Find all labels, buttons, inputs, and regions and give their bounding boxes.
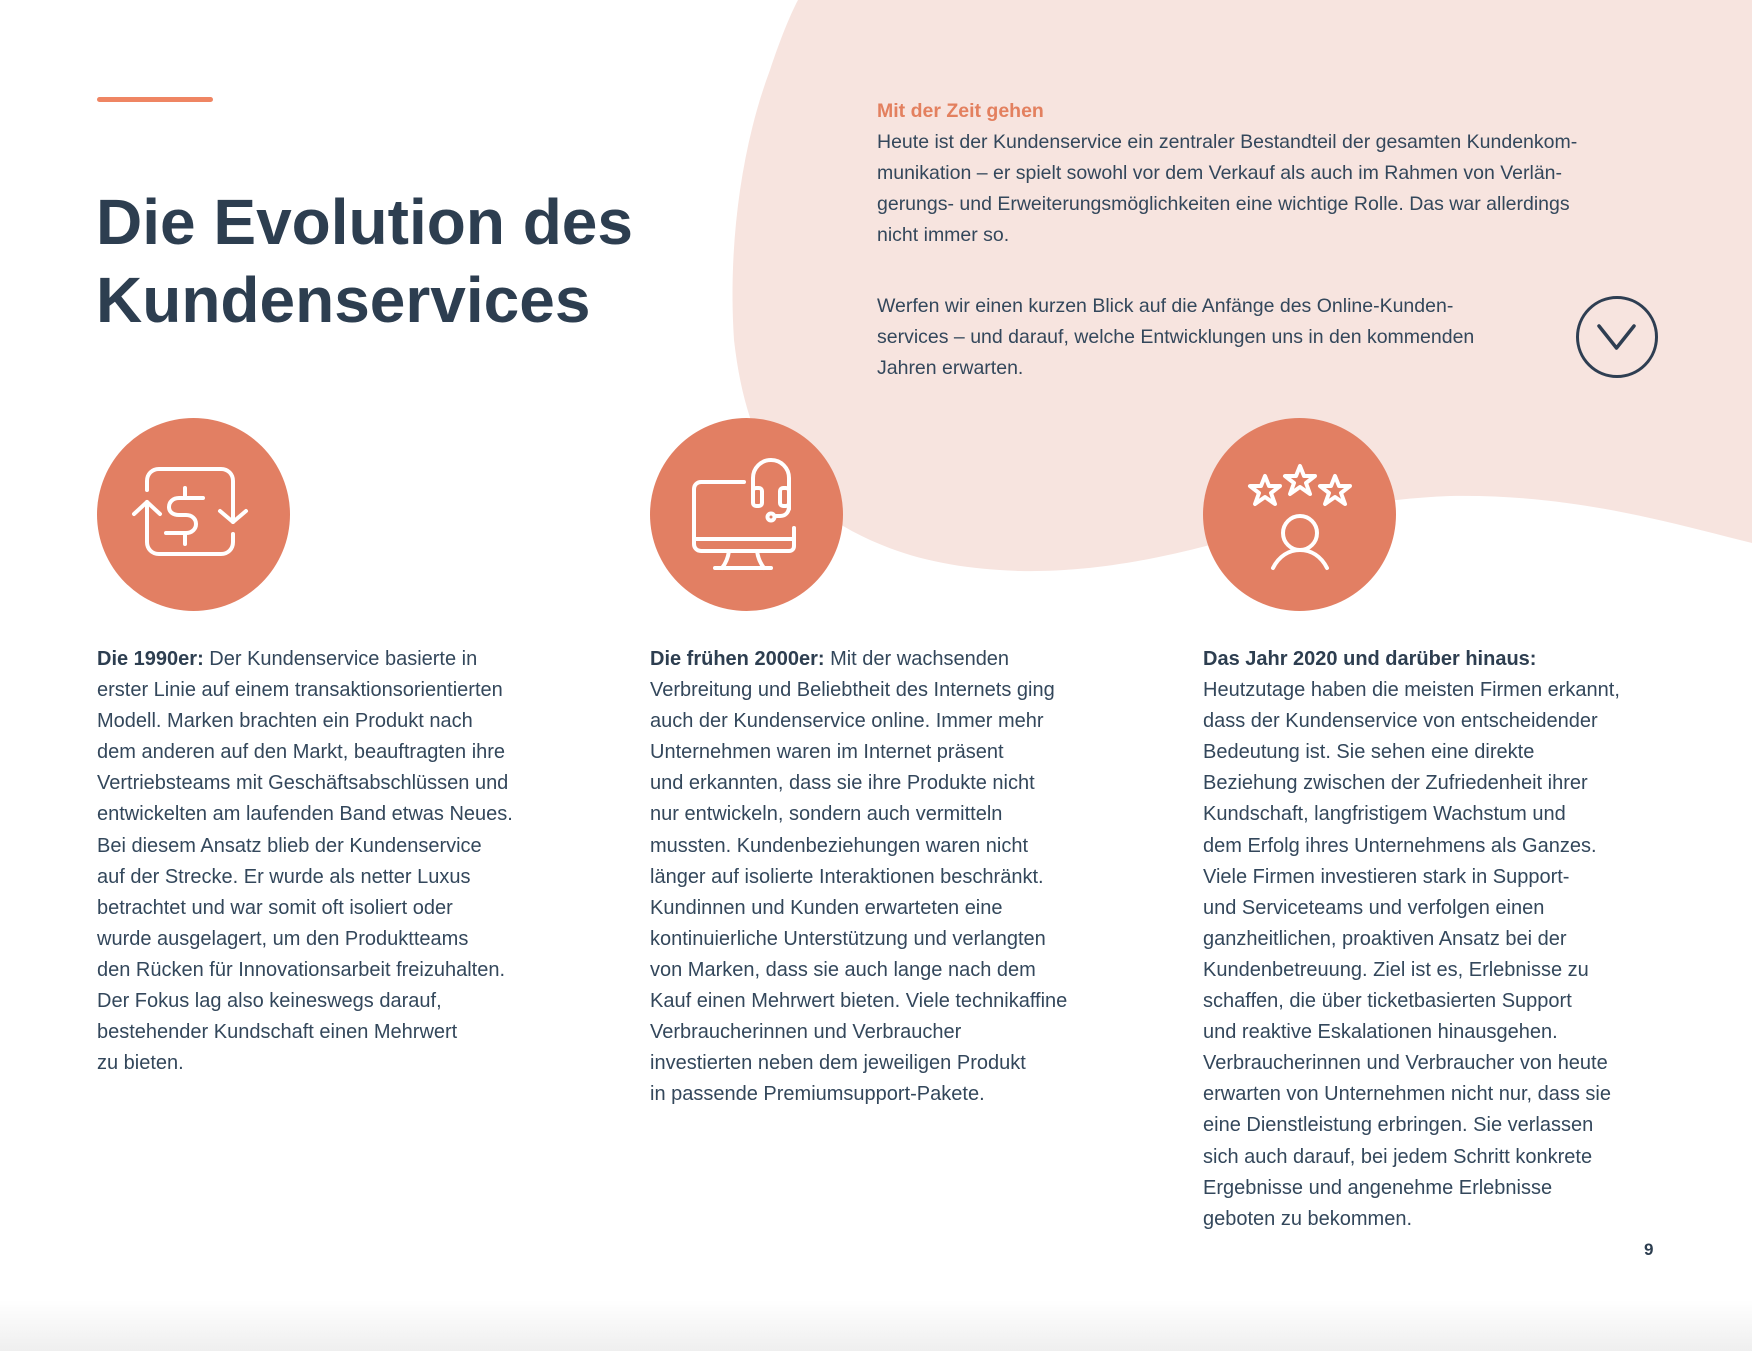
intro-p2-line: Jahren erwarten.: [877, 357, 1024, 379]
column-line: dass der Kundenservice von entscheidender: [1203, 710, 1598, 733]
column-text: Mit der wachsenden: [824, 648, 1010, 670]
column-line: Viele Firmen investieren stark in Support-: [1203, 865, 1570, 888]
column-line: Ergebnisse und angenehme Erlebnisse: [1203, 1176, 1553, 1199]
intro-p1-line: munikation – er spielt sowohl vor dem Verkauf als auch im Rahmen von Verlän-: [877, 162, 1563, 184]
column-first-line: [97, 644, 567, 675]
column-line: bestehender Kundschaft einen Mehrwert: [97, 1021, 458, 1044]
column-line: Kundenbetreuung. Ziel ist es, Erlebnisse zu: [1203, 958, 1589, 981]
column-line: länger auf isolierte Interaktionen beschränkt.: [650, 865, 1044, 888]
column-line: in passende Premiumsupport-Pakete.: [650, 1083, 985, 1106]
column-label: Das Jahr 2020 und darüber hinaus:: [1203, 648, 1537, 670]
column-line: auf der Strecke. Er wurde als netter Luxus: [97, 865, 471, 888]
column-line: mussten. Kundenbeziehungen waren nicht: [650, 834, 1029, 857]
column-line: Bedeutung ist. Sie sehen eine direkte: [1203, 741, 1535, 764]
icon-circle-2000s: [650, 418, 843, 611]
column-line: erwarten von Unternehmen nicht nur, dass sie: [1203, 1083, 1611, 1106]
column-first-line: [650, 644, 1120, 675]
column-line: kontinuierliche Unterstützung und verlangten: [650, 927, 1046, 950]
column-line: eine Dienstleistung erbringen. Sie verlassen: [1203, 1114, 1594, 1137]
page-title: [96, 183, 633, 339]
intro-p2-line: services – und darauf, welche Entwicklungen uns in den kommenden: [877, 326, 1475, 348]
column-line: dem Erfolg ihres Unternehmens als Ganzes.: [1203, 834, 1597, 857]
column-line: von Marken, dass sie auch lange nach dem: [650, 958, 1036, 981]
column-line: Bei diesem Ansatz blieb der Kundenservice: [97, 834, 482, 857]
column-line: wurde ausgelagert, um den Produktteams: [97, 927, 469, 950]
column-line: entwickelten am laufenden Band etwas Neues.: [97, 803, 513, 826]
column-line: Unternehmen waren im Internet präsent: [650, 741, 1004, 764]
page-title-line-2: Kundenservices: [96, 264, 591, 336]
column-line: auch der Kundenservice online. Immer mehr: [650, 710, 1044, 733]
column-line: Modell. Marken brachten ein Produkt nach: [97, 710, 473, 733]
column-1990s: [97, 644, 567, 1079]
column-2020: [1203, 644, 1673, 1235]
column-line: erster Linie auf einem transaktionsorientierten: [97, 679, 503, 702]
column-label: Die 1990er:: [97, 648, 204, 670]
page-bottom-shadow: [0, 1300, 1752, 1351]
column-line: Vertriebsteams mit Geschäftsabschlüssen und: [97, 772, 509, 795]
column-2000s: [650, 644, 1120, 1110]
column-line: und Serviceteams und verfolgen einen: [1203, 896, 1545, 919]
column-line: zu bieten.: [97, 1052, 184, 1075]
chevron-down-icon: [1579, 299, 1654, 374]
column-line: dem anderen auf den Markt, beauftragten ihre: [97, 741, 506, 764]
column-text: Der Kundenservice basierte in: [203, 648, 478, 670]
intro-paragraph-1: [877, 127, 1657, 251]
page-number: 9: [1644, 1240, 1654, 1259]
column-line: investierten neben dem jeweiligen Produkt: [650, 1052, 1026, 1075]
column-line: Beziehung zwischen der Zufriedenheit ihrer: [1203, 772, 1588, 795]
intro-paragraph-2: [877, 291, 1657, 384]
column-line: schaffen, die über ticketbasierten Support: [1203, 990, 1572, 1013]
intro-section: [877, 96, 1657, 384]
column-line: Kundinnen und Kunden erwarteten eine: [650, 896, 1003, 919]
icon-circle-2020: [1203, 418, 1396, 611]
money-exchange-icon: [97, 418, 290, 611]
column-line: Verbreitung und Beliebtheit des Internets ging: [650, 679, 1055, 702]
column-line: Heutzutage haben die meisten Firmen erkannt,: [1203, 679, 1620, 702]
icon-circle-1990s: [97, 418, 290, 611]
column-line: Kundschaft, langfristigem Wachstum und: [1203, 803, 1566, 826]
accent-bar: [97, 97, 213, 102]
column-line: Verbraucherinnen und Verbraucher von heute: [1203, 1052, 1608, 1075]
column-line: betrachtet und war somit oft isoliert oder: [97, 896, 453, 919]
customer-rating-stars-icon: [1203, 418, 1396, 611]
intro-title: Mit der Zeit gehen: [877, 100, 1044, 122]
scroll-down-button[interactable]: [1576, 296, 1658, 378]
column-line: und erkannten, dass sie ihre Produkte nicht: [650, 772, 1035, 795]
column-line: Kauf einen Mehrwert bieten. Viele technikaffine: [650, 990, 1068, 1013]
column-line: ganzheitlichen, proaktiven Ansatz bei der: [1203, 927, 1567, 950]
column-line: Verbraucherinnen und Verbraucher: [650, 1021, 962, 1044]
intro-p1-line: gerungs- und Erweiterungsmöglichkeiten eine wichtige Rolle. Das war allerdings: [877, 193, 1570, 215]
monitor-headset-icon: [650, 418, 843, 611]
intro-p1-line: Heute ist der Kundenservice ein zentraler Bestandteil der gesamten Kundenkom-: [877, 131, 1578, 153]
column-label: Die frühen 2000er:: [650, 648, 825, 670]
column-line: nur entwickeln, sondern auch vermitteln: [650, 803, 1003, 826]
column-first-line: [1203, 644, 1673, 675]
column-line: geboten zu bekommen.: [1203, 1207, 1413, 1230]
column-line: Der Fokus lag also keineswegs darauf,: [97, 990, 442, 1013]
intro-p1-line: nicht immer so.: [877, 224, 1010, 246]
page-title-line-1: Die Evolution des: [96, 186, 633, 258]
column-line: den Rücken für Innovationsarbeit freizuhalten.: [97, 958, 506, 981]
intro-p2-line: Werfen wir einen kurzen Blick auf die Anfänge des Online-Kunden-: [877, 295, 1454, 317]
column-line: sich auch darauf, bei jedem Schritt konkrete: [1203, 1145, 1593, 1168]
column-line: und reaktive Eskalationen hinausgehen.: [1203, 1021, 1558, 1044]
